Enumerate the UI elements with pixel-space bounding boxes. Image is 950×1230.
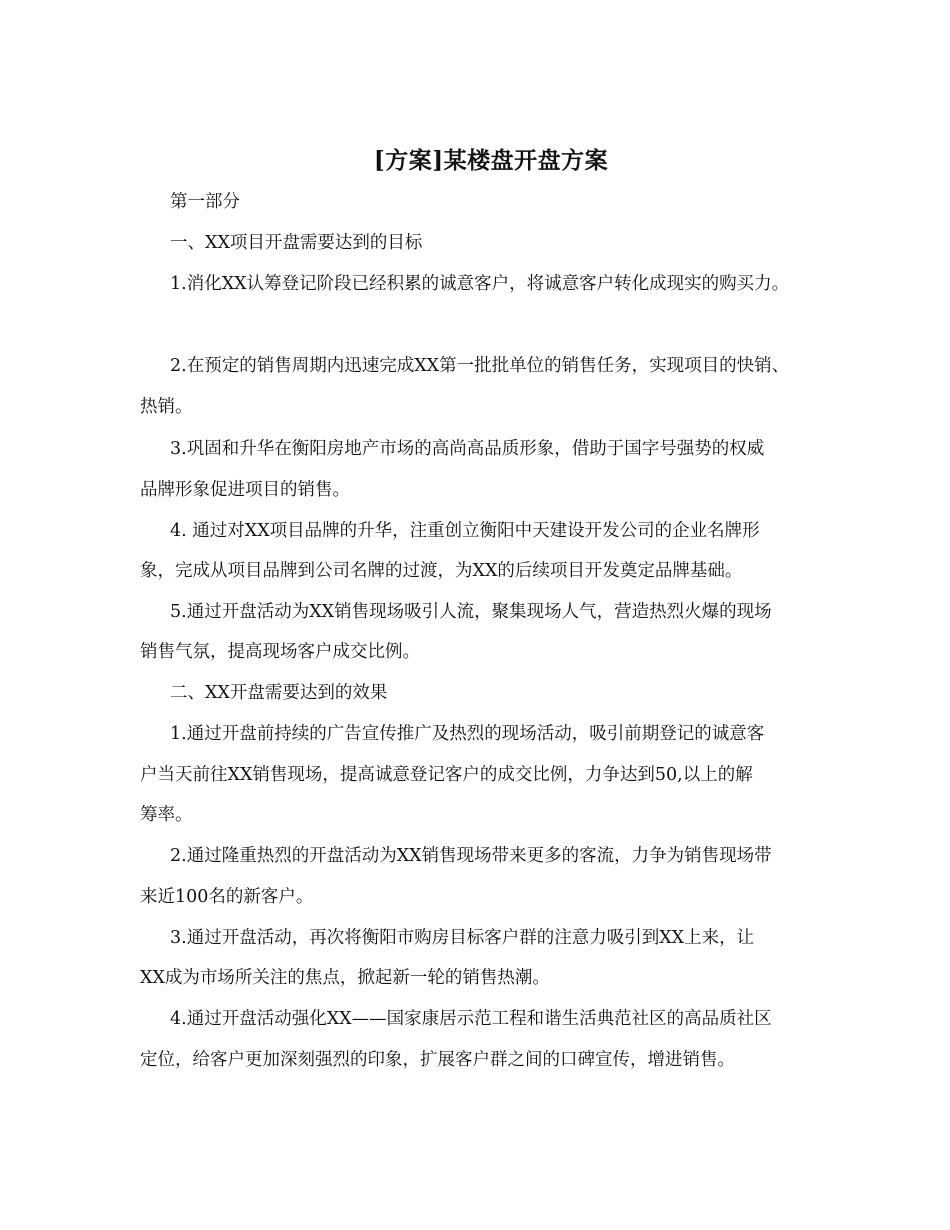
paragraph-line: 象，完成从项目品牌到公司名牌的过渡，为XX的后续项目开发奠定品牌基础。 [140,561,743,581]
paragraph-line: 销售气氛，提高现场客户成交比例。 [140,642,420,662]
section-heading: 第一部分 [170,192,240,212]
subsection-heading: 二、XX开盘需要达到的效果 [170,683,388,703]
paragraph-line: 4. 通过对XX项目品牌的升华，注重创立衡阳中天建设开发公司的企业名牌形 [170,521,760,541]
paragraph-line: 1.消化XX认筹登记阶段已经积累的诚意客户，将诚意客户转化成现实的购买力。 [170,274,790,294]
paragraph-line: 2.在预定的销售周期内迅速完成XX第一批批单位的销售任务，实现项目的快销、 [170,356,790,376]
paragraph-line: 3.巩固和升华在衡阳房地产市场的高尚高品质形象，借助于国字号强势的权威 [170,439,765,459]
paragraph-line: 3.通过开盘活动，再次将衡阳市购房目标客户群的注意力吸引到XX上来，让 [170,928,755,948]
paragraph-line: 品牌形象促进项目的销售。 [140,480,350,500]
paragraph-line: 筹率。 [140,805,193,825]
subsection-heading: 一、XX项目开盘需要达到的目标 [170,233,423,253]
document-title: [方案]某楼盘开盘方案 [373,147,609,174]
paragraph-line: 定位，给客户更加深刻强烈的印象，扩展客户群之间的口碑宣传，增进销售。 [140,1050,735,1070]
paragraph-line: 1.通过开盘前持续的广告宣传推广及热烈的现场活动，吸引前期登记的诚意客 [170,724,765,744]
paragraph-line: 5.通过开盘活动为XX销售现场吸引人流，聚集现场人气，营造热烈火爆的现场 [170,602,772,622]
paragraph-line: XX成为市场所关注的焦点，掀起新一轮的销售热潮。 [140,968,550,988]
paragraph-line: 2.通过隆重热烈的开盘活动为XX销售现场带来更多的客流，力争为销售现场带 [170,846,772,866]
paragraph-line: 来近100名的新客户。 [140,887,314,907]
paragraph-line: 4.通过开盘活动强化XX——国家康居示范工程和谐生活典范社区的高品质社区 [170,1009,772,1029]
paragraph-line: 热销。 [140,397,193,417]
paragraph-line: 户当天前往XX销售现场，提高诚意登记客户的成交比例，力争达到50,以上的解 [140,765,753,785]
